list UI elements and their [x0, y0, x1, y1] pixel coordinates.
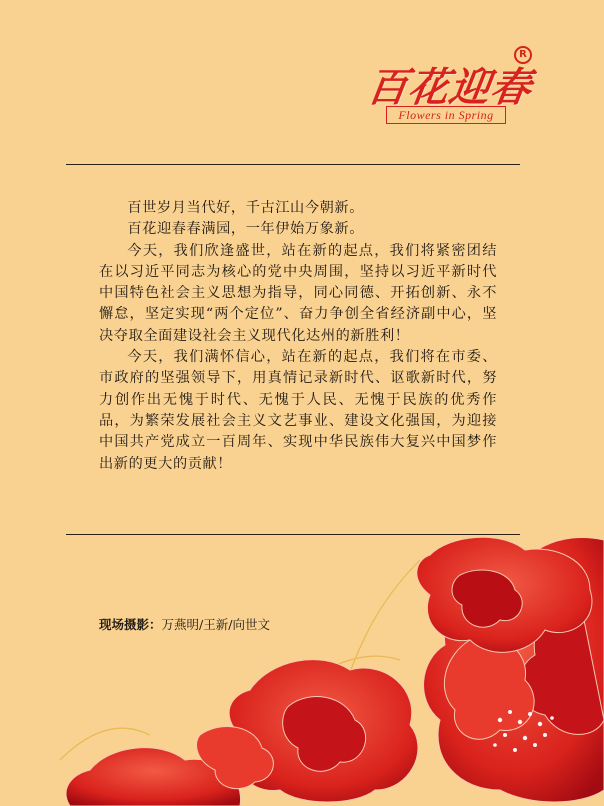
article-body [99, 198, 497, 475]
photo-credit-names: 万燕明/王新/向世文 [161, 617, 270, 632]
white-stamen [493, 710, 554, 752]
gold-stem-lines [60, 560, 560, 760]
paragraph-2: 百花迎春春满园，一年伊始万象新。 [127, 221, 364, 238]
logo-english-title: Flowers in Spring [386, 106, 506, 124]
brand-logo [362, 42, 538, 132]
peony-left [66, 726, 273, 806]
peony-middle [229, 660, 418, 802]
paragraph-3: 今天，我们欣逢盛世，站在新的起点，我们将紧密团结在以习近平同志为核心的党中央周围，坚持以习近平新时代中国特色社会主义思想为指导，同心同德、开拓创新、永不懈怠，坚定实现“两个定位”、奋力争创全省经济副中心，坚决夺取全面建设社会主义现代化达州的新胜利！ [99, 242, 497, 344]
registered-trademark-icon: R [514, 46, 532, 64]
photo-credit-label: 现场摄影： [99, 617, 162, 632]
paragraph-1: 百世岁月当代好，千古江山今朝新。 [127, 200, 364, 216]
top-divider [66, 164, 520, 165]
logo-chinese-title: 百花迎春 [364, 64, 535, 111]
paragraph-4: 今天，我们满怀信心，站在新的起点，我们将在市委、市政府的坚强领导下，用真情记录新时代、讴歌新时代，努力创作出无愧于时代、无愧于人民、无愧于民族的优秀作品，为繁荣发展社会主义文艺事业、建设文化强国，为迎接中国共产党成立一百周年、实现中华民族伟大复兴中国梦作出新的更大的贡献！ [99, 349, 497, 472]
photo-credit [99, 615, 270, 633]
bottom-divider [66, 534, 520, 535]
peony-top [417, 537, 592, 652]
peony-large-right [424, 537, 604, 802]
